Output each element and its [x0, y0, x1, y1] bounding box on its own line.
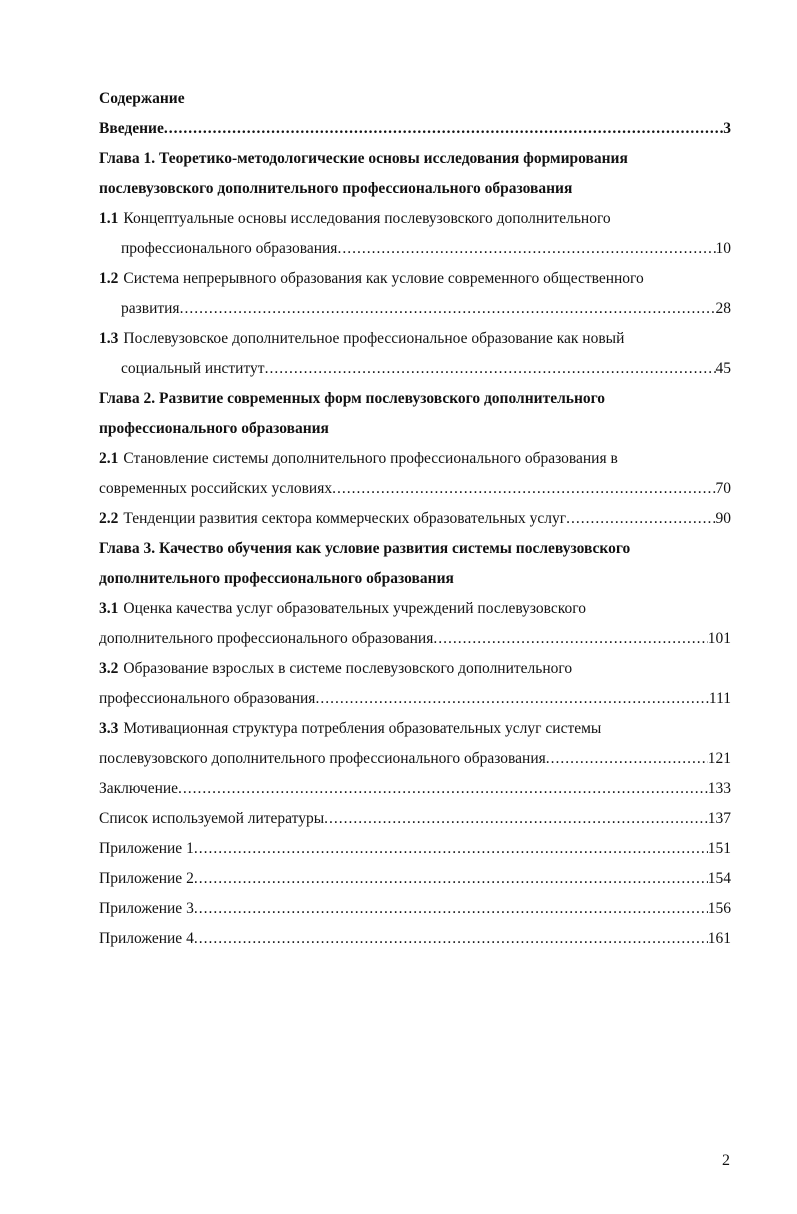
toc-entry-1-1-cont[interactable]: [99, 234, 731, 264]
toc-entry-2-2[interactable]: [99, 504, 731, 534]
toc-entry-1-3-cont[interactable]: [99, 354, 731, 384]
toc-entry-page: 137: [707, 810, 731, 827]
toc-entry-3-1[interactable]: [99, 594, 731, 624]
section-title-line2: социальный институт: [121, 360, 265, 377]
toc-entry-appendix-4[interactable]: [99, 924, 731, 954]
section-number: 2.2: [99, 510, 119, 527]
toc-entry-page: 111: [708, 690, 731, 707]
toc-entry-page: 121: [707, 750, 731, 767]
toc-entry-page: 70: [715, 480, 731, 497]
section-title-line1: Концептуальные основы исследования послевузовского дополнительного: [123, 210, 611, 227]
dot-leader: [178, 774, 708, 804]
dot-leader: [194, 924, 708, 954]
toc-title: Содержание: [99, 90, 185, 107]
toc-entry-page: 28: [715, 300, 731, 317]
section-title-line2: профессионального образования: [99, 690, 316, 707]
chapter-3-heading-line2[interactable]: дополнительного профессионального образования: [99, 570, 454, 587]
toc-entry-2-1-cont[interactable]: [99, 474, 731, 504]
section-title-line1: Образование взрослых в системе послевузовского дополнительного: [123, 660, 573, 677]
dot-leader: [566, 504, 715, 534]
toc-entry-label: Заключение: [99, 780, 179, 797]
section-title-line1: Послевузовское дополнительное профессиональное образование как новый: [123, 330, 625, 347]
section-number: 3.3: [99, 720, 119, 737]
section-number: 1.1: [99, 210, 119, 227]
toc-entry-label: Приложение 4: [99, 930, 194, 947]
dot-leader: [180, 294, 716, 324]
toc-entry-label: Список используемой литературы: [99, 810, 325, 827]
dot-leader: [324, 804, 708, 834]
toc-entry-page: 161: [707, 930, 731, 947]
toc-entry-appendix-2[interactable]: [99, 864, 731, 894]
section-title-line1: Тенденции развития сектора коммерческих образовательных услуг: [123, 510, 567, 527]
toc-entry-3-3[interactable]: [99, 714, 731, 744]
toc-entry-appendix-1[interactable]: [99, 834, 731, 864]
dot-leader: [337, 234, 715, 264]
section-title-line1: Становление системы дополнительного профессионального образования в: [123, 450, 618, 467]
section-title-line2: развития: [121, 300, 180, 317]
dot-leader: [164, 114, 723, 144]
dot-leader: [546, 744, 708, 774]
toc-entry-conclusion[interactable]: [99, 774, 731, 804]
section-title-line2: профессионального образования: [121, 240, 338, 257]
section-title-line2: дополнительного профессионального образования: [99, 630, 434, 647]
toc-entry-page: 101: [707, 630, 731, 647]
toc-entry-page: 133: [707, 780, 731, 797]
section-title-line1: Оценка качества услуг образовательных учреждений послевузовского: [123, 600, 586, 617]
toc-entry-1-2[interactable]: [99, 264, 731, 294]
chapter-2-heading-line2[interactable]: профессионального образования: [99, 420, 329, 437]
toc-entry-2-1[interactable]: [99, 444, 731, 474]
section-title-line1: Мотивационная структура потребления образовательных услуг системы: [123, 720, 602, 737]
toc-entry-page: 154: [707, 870, 731, 887]
dot-leader: [332, 474, 715, 504]
table-of-contents: [99, 84, 731, 954]
page-number: 2: [722, 1152, 730, 1169]
toc-entry-3-1-cont[interactable]: [99, 624, 731, 654]
toc-entry-3-2[interactable]: [99, 654, 731, 684]
section-number: 1.2: [99, 270, 119, 287]
toc-entry-3-3-cont[interactable]: [99, 744, 731, 774]
chapter-1-heading-line2[interactable]: послевузовского дополнительного профессионального образования: [99, 180, 573, 197]
section-number: 1.3: [99, 330, 119, 347]
chapter-3-heading-line1[interactable]: Глава 3. Качество обучения как условие развития системы послевузовского: [99, 540, 631, 557]
toc-entry-literature[interactable]: [99, 804, 731, 834]
section-title-line2: современных российских условиях: [99, 480, 333, 497]
section-number: 3.2: [99, 660, 119, 677]
dot-leader: [265, 354, 716, 384]
section-number: 2.1: [99, 450, 119, 467]
toc-entry-label: Введение: [99, 120, 164, 137]
section-title-line2: послевузовского дополнительного профессионального образования: [99, 750, 546, 767]
dot-leader: [194, 864, 708, 894]
chapter-2-heading-line1[interactable]: Глава 2. Развитие современных форм послевузовского дополнительного: [99, 390, 606, 407]
toc-entry-intro[interactable]: [99, 114, 731, 144]
toc-entry-1-2-cont[interactable]: [99, 294, 731, 324]
toc-entry-page: 90: [715, 510, 731, 527]
toc-entry-label: Приложение 2: [99, 870, 194, 887]
dot-leader: [433, 624, 707, 654]
toc-entry-label: Приложение 1: [99, 840, 194, 857]
toc-entry-label: Приложение 3: [99, 900, 194, 917]
dot-leader: [194, 894, 708, 924]
toc-entry-page: 10: [715, 240, 731, 257]
toc-entry-page: 45: [715, 360, 731, 377]
section-number: 3.1: [99, 600, 119, 617]
toc-entry-3-2-cont[interactable]: [99, 684, 731, 714]
toc-entry-1-1[interactable]: [99, 204, 731, 234]
dot-leader: [315, 684, 708, 714]
toc-entry-page: 3: [723, 120, 731, 137]
chapter-1-heading-line1[interactable]: Глава 1. Теоретико-методологические основы исследования формирования: [99, 150, 628, 167]
dot-leader: [194, 834, 708, 864]
toc-entry-appendix-3[interactable]: [99, 894, 731, 924]
toc-entry-1-3[interactable]: [99, 324, 731, 354]
toc-entry-page: 156: [707, 900, 731, 917]
toc-entry-page: 151: [707, 840, 731, 857]
section-title-line1: Система непрерывного образования как условие современного общественного: [123, 270, 644, 287]
